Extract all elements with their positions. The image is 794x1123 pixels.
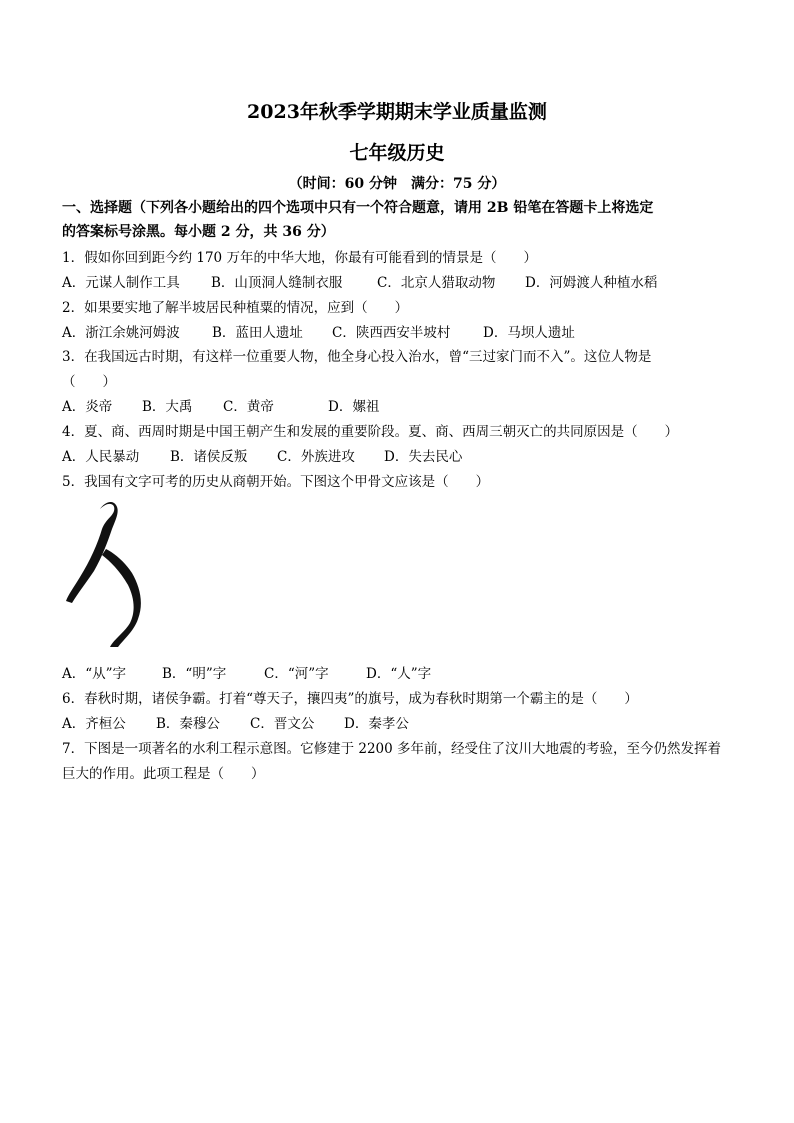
- question-1-option-a: A．元谋人制作工具: [62, 275, 180, 291]
- question-3-option-d: D．嫘祖: [328, 399, 380, 415]
- question-4-option-c: C．外族进攻: [277, 449, 355, 465]
- question-6-options: [62, 715, 409, 733]
- question-6-option-d: D．秦孝公: [344, 716, 409, 732]
- question-5-options: [62, 665, 431, 683]
- question-5-option-b: B．“明”字: [162, 666, 227, 682]
- question-2-option-c: C．陕西西安半坡村: [332, 325, 451, 341]
- question-4-option-b: B．诸侯反叛: [170, 449, 248, 465]
- question-2-stem: 2．如果要实地了解半坡居民种植粟的情况，应到（ ）: [62, 300, 409, 316]
- question-3-option-b: B．大禹: [142, 399, 193, 415]
- question-4-option-a: A．人民暴动: [62, 449, 140, 465]
- question-5-option-c: C．“河”字: [264, 666, 329, 682]
- question-5-stem: 5．我国有文字可考的历史从商朝开始。下图这个甲骨文应该是（ ）: [62, 474, 490, 490]
- question-3-options: [62, 398, 379, 416]
- question-6-option-b: B．秦穆公: [156, 716, 220, 732]
- question-1-option-d: D．河姆渡人种植水稻: [525, 275, 658, 291]
- question-6-stem: 6．春秋时期，诸侯争霸。打着“尊天子，攘四夷”的旗号，成为春秋时期第一个霸主的是（ ）: [62, 691, 638, 707]
- question-2-option-d: D．马坝人遗址: [483, 325, 575, 341]
- question-7-stem: 7．下图是一项著名的水利工程示意图。它修建于 2200 多年前，经受住了汶川大地震的考验，至今仍然发挥着: [62, 741, 722, 757]
- question-1-option-b: B．山顶洞人缝制衣服: [211, 275, 343, 291]
- question-3-stem-cont: （ ）: [62, 374, 116, 390]
- question-2-option-b: B．蓝田人遗址: [212, 325, 303, 341]
- oracle-bone-stroke-lower: [102, 549, 141, 647]
- section-heading-line1: 一、选择题（下列各小题给出的四个选项中只有一个符合题意，请用 2B 铅笔在答题卡上将选定: [62, 200, 654, 216]
- question-5-option-a: A．“从”字: [62, 666, 127, 682]
- exam-info: （时间：60 分钟 满分：75 分）: [288, 176, 506, 192]
- question-1-stem: 1．假如你回到距今约 170 万年的中华大地，你最有可能看到的情景是（ ）: [62, 250, 537, 266]
- question-3-stem: 3．在我国远古时期，有这样一位重要人物，他全身心投入治水，曾“三过家门而不入”。这位人物是: [62, 349, 652, 365]
- question-4-stem: 4．夏、商、西周时期是中国王朝产生和发展的重要阶段。夏、商、西周三朝灭亡的共同原因是（ ）: [62, 424, 679, 440]
- section-heading-line2: 的答案标号涂黑。每小题 2 分，共 36 分）: [62, 224, 335, 240]
- exam-subtitle: 七年级历史: [349, 142, 445, 164]
- exam-title: 2023年秋季学期期末学业质量监测: [247, 101, 547, 123]
- question-1-options: [62, 274, 657, 292]
- question-4-option-d: D．失去民心: [384, 449, 463, 465]
- question-7-stem-cont: 巨大的作用。此项工程是（ ）: [62, 766, 265, 782]
- question-2-option-a: A．浙江余姚河姆波: [62, 325, 180, 341]
- question-6-option-c: C．晋文公: [250, 716, 315, 732]
- question-1-option-c: C．北京人猎取动物: [377, 275, 496, 291]
- question-3-option-a: A．炎帝: [62, 399, 113, 415]
- question-2-options: [62, 324, 575, 342]
- question-3-option-c: C．黄帝: [223, 399, 274, 415]
- question-6-option-a: A．齐桓公: [62, 716, 126, 732]
- question-5-option-d: D．“人”字: [366, 666, 432, 682]
- question-4-options: [62, 448, 462, 466]
- oracle-bone-character-image: [62, 497, 154, 649]
